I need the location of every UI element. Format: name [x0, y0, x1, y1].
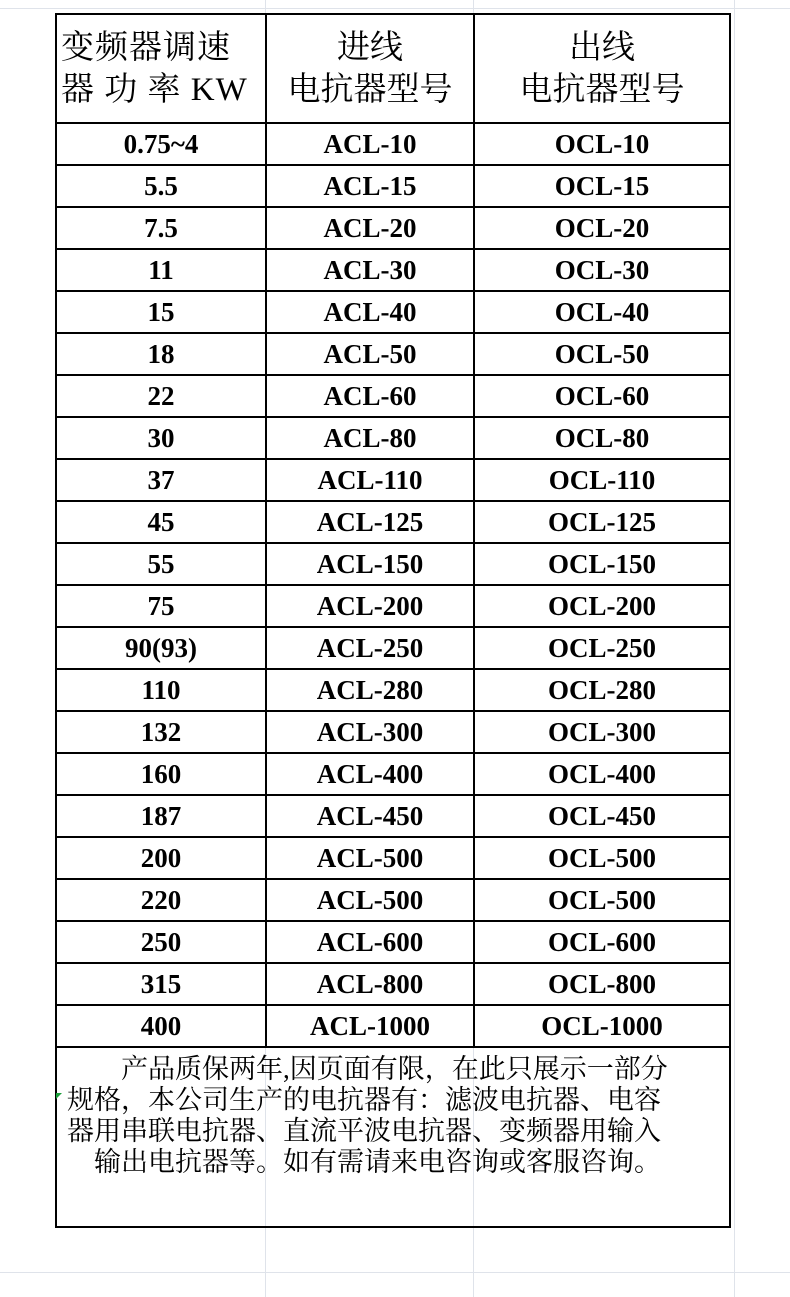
- output-reactor-cell: OCL-110: [474, 459, 730, 501]
- table-row: [56, 333, 730, 375]
- input-reactor-cell: ACL-500: [266, 879, 474, 921]
- input-reactor-cell: ACL-60: [266, 375, 474, 417]
- note-line: 产品质保两年,因页面有限，在此只展示一部分: [67, 1054, 668, 1084]
- output-reactor-cell: OCL-280: [474, 669, 730, 711]
- output-reactor-cell: OCL-600: [474, 921, 730, 963]
- power-cell: 250: [56, 921, 266, 963]
- table-row: [56, 375, 730, 417]
- power-cell: 5.5: [56, 165, 266, 207]
- output-reactor-cell: OCL-250: [474, 627, 730, 669]
- input-reactor-cell: ACL-300: [266, 711, 474, 753]
- input-reactor-cell: ACL-110: [266, 459, 474, 501]
- table-row: [56, 249, 730, 291]
- table-row: [56, 669, 730, 711]
- output-reactor-cell: OCL-10: [474, 123, 730, 165]
- power-cell: 11: [56, 249, 266, 291]
- note-line: 规格，本公司生产的电抗器有：滤波电抗器、电容: [67, 1085, 661, 1115]
- table-row: [56, 963, 730, 1005]
- power-cell: 110: [56, 669, 266, 711]
- input-reactor-cell: ACL-30: [266, 249, 474, 291]
- output-reactor-cell: OCL-400: [474, 753, 730, 795]
- input-reactor-cell: ACL-250: [266, 627, 474, 669]
- power-cell: 400: [56, 1005, 266, 1047]
- power-cell: 0.75~4: [56, 123, 266, 165]
- power-cell: 30: [56, 417, 266, 459]
- sheet-gridline: [0, 1272, 790, 1273]
- input-reactor-cell: ACL-150: [266, 543, 474, 585]
- sheet-gridline: [734, 0, 735, 1297]
- power-cell: 75: [56, 585, 266, 627]
- input-reactor-cell: ACL-800: [266, 963, 474, 1005]
- power-cell: 315: [56, 963, 266, 1005]
- power-cell: 132: [56, 711, 266, 753]
- input-reactor-cell: ACL-600: [266, 921, 474, 963]
- header-input-reactor: 进线 电抗器型号: [266, 14, 474, 123]
- power-cell: 187: [56, 795, 266, 837]
- sheet-gridline: [0, 8, 790, 9]
- power-cell: 45: [56, 501, 266, 543]
- input-reactor-cell: ACL-50: [266, 333, 474, 375]
- cell-comment-marker: [56, 1093, 62, 1099]
- input-reactor-cell: ACL-80: [266, 417, 474, 459]
- table-row: [56, 627, 730, 669]
- input-reactor-cell: ACL-280: [266, 669, 474, 711]
- power-cell: 18: [56, 333, 266, 375]
- header-power: 变频器调速 器 功 率 KW: [56, 14, 266, 123]
- power-cell: 37: [56, 459, 266, 501]
- input-reactor-cell: ACL-15: [266, 165, 474, 207]
- power-cell: 160: [56, 753, 266, 795]
- reactor-spec-table: [55, 13, 731, 1228]
- input-reactor-cell: ACL-500: [266, 837, 474, 879]
- table-row: [56, 837, 730, 879]
- input-reactor-cell: ACL-20: [266, 207, 474, 249]
- table-row: [56, 165, 730, 207]
- output-reactor-cell: OCL-125: [474, 501, 730, 543]
- table-row: [56, 921, 730, 963]
- note-line: 输出电抗器等。如有需请来电咨询或客服咨询。: [67, 1147, 661, 1177]
- table-row: [56, 879, 730, 921]
- output-reactor-cell: OCL-60: [474, 375, 730, 417]
- power-cell: 200: [56, 837, 266, 879]
- header-output-reactor: 出线 电抗器型号: [474, 14, 730, 123]
- output-reactor-cell: OCL-20: [474, 207, 730, 249]
- output-reactor-cell: OCL-40: [474, 291, 730, 333]
- power-cell: 22: [56, 375, 266, 417]
- table-row: [56, 501, 730, 543]
- table-row: [56, 1005, 730, 1047]
- output-reactor-cell: OCL-30: [474, 249, 730, 291]
- table-row: [56, 123, 730, 165]
- table-row: [56, 417, 730, 459]
- input-reactor-cell: ACL-40: [266, 291, 474, 333]
- note-text: [56, 1047, 730, 1227]
- input-reactor-cell: ACL-125: [266, 501, 474, 543]
- table-row: [56, 585, 730, 627]
- power-cell: 55: [56, 543, 266, 585]
- input-reactor-cell: ACL-10: [266, 123, 474, 165]
- power-cell: 7.5: [56, 207, 266, 249]
- output-reactor-cell: OCL-450: [474, 795, 730, 837]
- output-reactor-cell: OCL-1000: [474, 1005, 730, 1047]
- output-reactor-cell: OCL-500: [474, 879, 730, 921]
- table-row: [56, 543, 730, 585]
- table-row: [56, 291, 730, 333]
- table-row: [56, 795, 730, 837]
- output-reactor-cell: OCL-80: [474, 417, 730, 459]
- note-row: [56, 1047, 730, 1227]
- output-reactor-cell: OCL-300: [474, 711, 730, 753]
- output-reactor-cell: OCL-800: [474, 963, 730, 1005]
- input-reactor-cell: ACL-1000: [266, 1005, 474, 1047]
- table-row: [56, 711, 730, 753]
- power-cell: 220: [56, 879, 266, 921]
- power-cell: 90(93): [56, 627, 266, 669]
- output-reactor-cell: OCL-500: [474, 837, 730, 879]
- power-cell: 15: [56, 291, 266, 333]
- header-row: [56, 14, 730, 123]
- table-row: [56, 459, 730, 501]
- output-reactor-cell: OCL-200: [474, 585, 730, 627]
- table-row: [56, 753, 730, 795]
- output-reactor-cell: OCL-15: [474, 165, 730, 207]
- output-reactor-cell: OCL-150: [474, 543, 730, 585]
- table-row: [56, 207, 730, 249]
- input-reactor-cell: ACL-400: [266, 753, 474, 795]
- note-line: 器用串联电抗器、直流平波电抗器、变频器用输入: [67, 1116, 661, 1146]
- input-reactor-cell: ACL-450: [266, 795, 474, 837]
- output-reactor-cell: OCL-50: [474, 333, 730, 375]
- input-reactor-cell: ACL-200: [266, 585, 474, 627]
